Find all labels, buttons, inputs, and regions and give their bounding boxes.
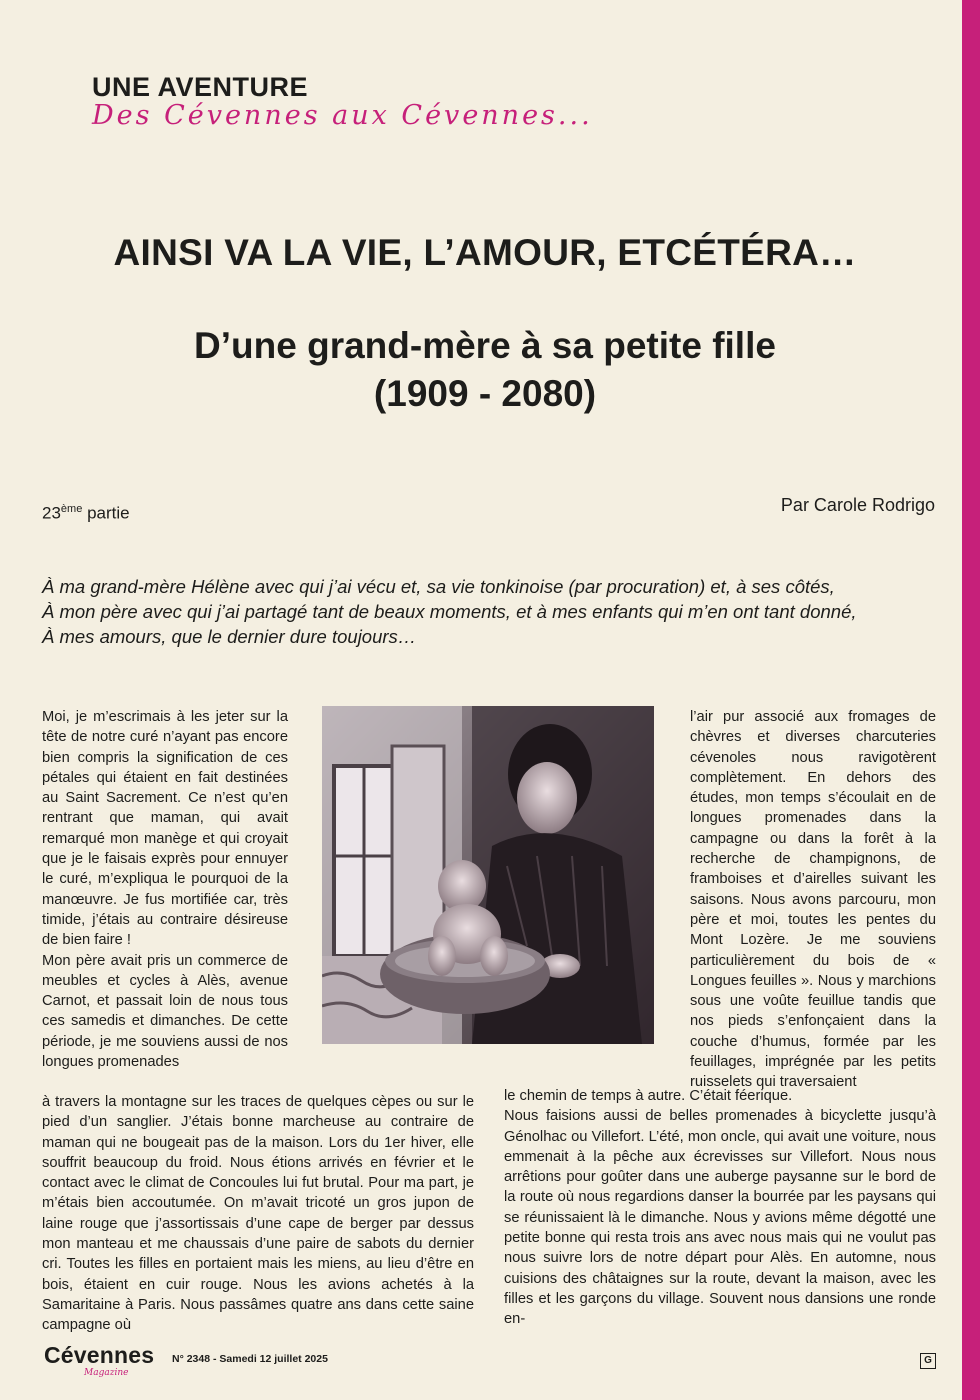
part-number: 23 [42,503,61,523]
column-right-bottom [504,1086,936,1330]
rubric-subtitle: Des Cévennes aux Cévennes... [92,100,593,131]
paragraph: Nous faisions aussi de belles promenades à bicyclette jusqu’à Génolhac ou Villefort. L’été, mon oncle, qui avait une voiture, nous emmenait à la pêche aux écrevisses sur Villefort. Nous nous arrêtions pour goûter dans une auberge paysanne sur le bord de la route où nous regardions danser la bourrée par les paysans qui se réunissaient là le dimanche. Nous y avions même dégotté une petite bonne qui resta trois ans avec nous mais qui ne voulut pas nous suivre lors de notre départ pour Alès. En automne, nous cuisions des châtaignes sur la route, devant la maison, avec les filles et les garçons du village. Souvent nous dansions une ronde en- [504,1108,936,1328]
article-subtitle-line2: (1909 - 2080) [373,373,597,414]
rubric-header [92,72,593,131]
column-left-bottom [42,1092,474,1336]
part-word: partie [87,503,130,523]
part-suffix: ème [60,503,83,515]
paragraph: à travers la montagne sur les traces de quelques cèpes ou sur le pied d’un sanglier. J’étais bonne marcheuse au contraire de maman qui ne bougeait pas de la maison. Lors du 1er hiver, elle souffrit beaucoup du froid. Nous étions arrivés en février et le contact avec le climat de Concoules lui fut brutal. Pour ma part, je m’étais bien accoutumée. On m’avait tricoté un gros jupon de laine rouge que j’assortissais d’une cape de berger par dessus mon manteau et me chaussais d’une paire de sabots du dernier cri. Toutes les filles en portaient mais les miens, au lieu d’être en bois, étaient en cuir rouge. Nous les avions achetés à la Samaritaine à Paris. Nous passâmes quatre ans dans cette saine campagne où [42,1094,474,1334]
paragraph: Mon père avait pris un commerce de meubles et cycles à Alès, avenue Carnot, et passait loin de nous tous ces samedis et dimanches. De cette période, je me souviens aussi de nos longues promenades [42,952,288,1071]
issue-info: N° 2348 - Samedi 12 juillet 2025 [172,1353,328,1365]
accent-side-bar [962,0,980,1400]
column-left-top [42,707,288,1072]
dedication-line: À ma grand-mère Hélène avec qui j’ai vécu et, sa vie tonkinoise (par procuration) et, à ses côtés, [42,576,835,597]
dedication-line: À mes amours, que le dernier dure toujours… [42,626,417,647]
paragraph: Moi, je m’escrimais à les jeter sur la tête de notre curé n’ayant pas encore bien compris la signification de ces pétales qui étaient en fait destinées au Saint Sacrement. Ce n’est qu’en rentrant que maman, qui avait remarqué mon manège et qui croyait que je le faisais exprès pour ennuyer le curé, m’expliqua le pourquoi de la manœuvre. Je fus mortifiée car, très timide, j’étais au contraire désireuse de bien faire ! [42,709,288,949]
author-byline: Par Carole Rodrigo [780,495,935,515]
paragraph: le chemin de temps à autre. C’était féerique. [504,1088,793,1104]
dedication [42,574,942,649]
article-subtitle [0,322,970,418]
dedication-line: À mon père avec qui j’ai partagé tant de beaux moments, et à mes enfants qui m’en ont tant donné, [42,601,857,622]
vintage-photo [322,706,654,1044]
paragraph: l’air pur associé aux fromages de chèvres et diverses charcuteries cévenoles nous ravigotèrent complètement. En dehors des études, mon temps s’écoulait en de longues promenades dans la campagne ou dans la forêt à la recherche de champignons, de framboises et d’airelles suivant les saisons. Nous avons parcouru, mon père et moi, toutes les pentes du Mont Lozère. Je me souviens particulièrement du bois de « Longues feuilles ». Nous y marchions sous une voûte feuillue tandis que nos pieds s’enfonçaient dans la couche d’humus, formée par les feuillages, imprégnée par les petits ruisselets qui traversaient [690,709,936,1091]
photo-illustration [322,706,654,1044]
part-label [42,503,130,524]
article-subtitle-line1: D’une grand-mère à sa petite fille [194,325,776,366]
column-right-top [690,707,936,1093]
magazine-logo [44,1342,155,1378]
article-title: AINSI VA LA VIE, L’AMOUR, ETCÉTÉRA… [113,232,857,273]
logo-subtitle: Magazine [84,1368,129,1378]
rubric-title: UNE AVENTURE [92,72,309,102]
logo-name: Cévennes [44,1342,155,1368]
page-badge: G [920,1353,936,1369]
